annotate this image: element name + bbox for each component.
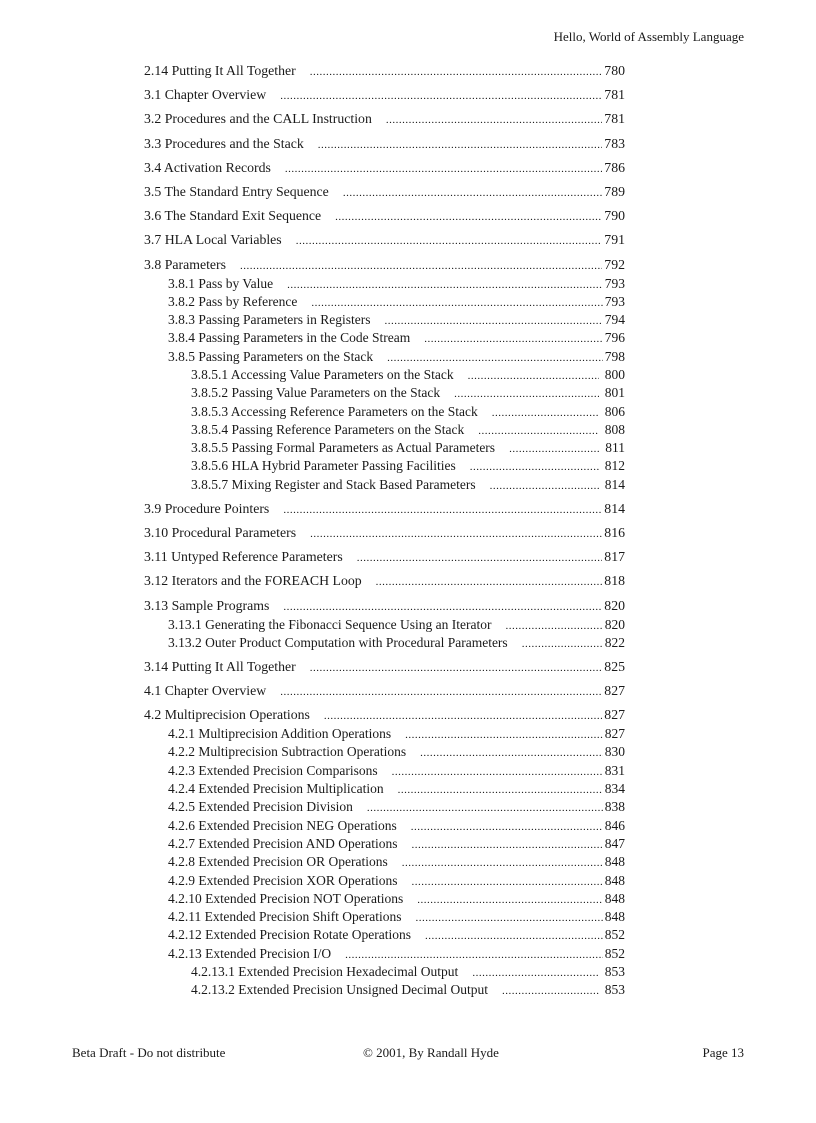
toc-entry-page: 847 [604,835,625,851]
toc-entry-page: 791 [604,232,625,248]
toc-entry[interactable] [144,403,625,421]
toc-entry[interactable] [144,570,625,594]
toc-entry[interactable] [144,366,625,384]
toc-entry-page: 817 [604,549,625,565]
toc-entry-page: 831 [604,762,625,778]
toc-dot-leader [509,440,599,457]
toc-entry-title: 3.4 Activation Records [144,159,271,175]
toc-entry-page: 816 [604,524,625,540]
toc-entry[interactable] [144,329,625,347]
toc-entry[interactable] [144,275,625,293]
toc-entry[interactable] [144,498,625,522]
toc-entry[interactable] [144,680,625,704]
toc-dot-leader [425,927,603,944]
toc-entry[interactable] [144,835,625,853]
running-header: Hello, World of Assembly Language [553,29,744,44]
toc-entry-title: 3.13.1 Generating the Fibonacci Sequence Using an Iterator [168,616,492,632]
toc-entry-page: 825 [604,658,625,674]
toc-entry-title: 4.2.11 Extended Precision Shift Operations [168,909,402,925]
toc-entry[interactable] [144,229,625,253]
toc-dot-leader [310,61,603,83]
toc-entry[interactable] [144,439,625,457]
toc-entry-title: 3.8.5.3 Accessing Reference Parameters on the Stack [191,403,478,419]
toc-entry[interactable] [144,84,625,108]
toc-entry-title: 3.8.5.2 Passing Value Parameters on the Stack [191,385,441,401]
toc-entry-title: 3.8.3 Passing Parameters in Registers [168,312,371,328]
toc-entry-page: 827 [604,683,625,698]
toc-entry-page: 820 [604,597,625,613]
toc-entry-page: 818 [604,573,625,589]
toc-entry-title: 3.5 The Standard Entry Sequence [144,183,329,199]
toc-entry-title: 3.8.2 Pass by Reference [168,293,298,309]
toc-entry-title: 3.8.5.6 HLA Hybrid Parameter Passing Facilities [191,458,456,474]
toc-entry-title: 4.2.9 Extended Precision XOR Operations [168,872,398,888]
toc-entry-title: 4.2.13 Extended Precision I/O [168,945,332,961]
toc-dot-leader [411,818,603,835]
toc-entry[interactable] [144,595,625,616]
toc-entry-page: 793 [604,275,625,291]
toc-dot-leader [240,255,602,275]
toc-entry[interactable] [144,181,625,205]
toc-entry-page: 808 [604,421,625,437]
table-of-contents [144,60,625,1000]
toc-entry[interactable] [144,743,625,761]
toc-entry-title: 4.2.1 Multiprecision Addition Operations [168,726,392,742]
toc-entry-page: 853 [604,964,625,980]
toc-dot-leader [490,477,599,495]
toc-entry-page: 846 [604,817,625,833]
toc-entry[interactable] [144,656,625,680]
toc-dot-leader [367,799,603,816]
toc-entry-page: 852 [604,945,625,961]
toc-dot-leader [283,499,602,521]
toc-entry-page: 781 [604,87,625,103]
toc-entry[interactable] [144,926,625,944]
toc-dot-leader [472,964,598,981]
toc-entry-page: 792 [604,256,625,272]
toc-entry-page: 838 [604,799,625,815]
toc-entry-title: 3.8.5.1 Accessing Value Parameters on the Stack [191,366,454,382]
toc-entry[interactable] [144,522,625,546]
toc-entry[interactable] [144,133,625,157]
toc-entry-page: 801 [604,385,625,401]
toc-entry-title: 3.12 Iterators and the FOREACH Loop [144,573,362,589]
toc-dot-leader [398,781,603,798]
toc-entry-title: 2.14 Putting It All Together [144,63,296,78]
toc-entry[interactable] [144,616,625,634]
toc-dot-leader [405,726,603,743]
toc-entry[interactable] [144,798,625,816]
toc-entry[interactable] [144,981,625,999]
footer-distribution-note: Beta Draft - Do not distribute [72,1045,226,1060]
toc-dot-leader [376,571,603,593]
toc-entry[interactable] [144,546,625,570]
toc-dot-leader [502,982,599,999]
toc-entry-page: 783 [604,135,625,151]
toc-dot-leader [478,422,598,439]
toc-entry[interactable] [144,725,625,743]
toc-dot-leader [343,182,602,204]
toc-dot-leader [345,946,603,963]
toc-dot-leader [470,458,599,475]
toc-entry-page: 780 [604,63,625,78]
toc-entry-page: 830 [604,744,625,760]
toc-dot-leader [296,230,603,252]
toc-entry-title: 3.8.5.5 Passing Formal Parameters as Actual Parameters [191,440,496,456]
toc-dot-leader [424,330,603,347]
toc-entry-page: 822 [604,634,625,650]
toc-entry-page: 848 [604,909,625,925]
running-footer [72,1045,744,1061]
toc-entry-title: 4.2 Multiprecision Operations [144,707,310,723]
toc-entry[interactable] [144,311,625,329]
toc-dot-leader [392,763,603,780]
toc-entry-title: 3.2 Procedures and the CALL Instruction [144,111,372,127]
toc-entry-title: 4.2.7 Extended Precision AND Operations [168,835,398,851]
toc-entry[interactable] [144,457,625,475]
toc-entry-title: 4.2.4 Extended Precision Multiplication [168,781,384,797]
toc-entry-page: 789 [604,183,625,199]
toc-entry[interactable] [144,108,625,132]
toc-dot-leader [506,617,603,634]
toc-dot-leader [384,312,602,329]
toc-entry-title: 3.8 Parameters [144,256,226,272]
toc-dot-leader [287,276,603,293]
toc-entry-title: 3.13.2 Outer Product Computation with Procedural Parameters [168,634,508,650]
toc-dot-leader [324,705,602,725]
toc-entry-page: 814 [604,500,625,516]
toc-entry-page: 790 [604,208,625,224]
toc-dot-leader [417,891,603,908]
toc-entry-page: 796 [604,330,625,346]
toc-entry-page: 827 [604,707,625,723]
toc-entry-page: 848 [604,890,625,906]
toc-dot-leader [468,367,599,384]
toc-entry-page: 827 [604,726,625,742]
toc-entry[interactable] [144,634,625,656]
toc-entry[interactable] [144,872,625,890]
toc-entry-title: 4.2.8 Extended Precision OR Operations [168,854,388,870]
toc-entry-page: 814 [604,476,625,492]
toc-entry-title: 3.8.5.7 Mixing Register and Stack Based Parameters [191,476,476,492]
toc-entry[interactable] [144,890,625,908]
footer-copyright: © 2001, By Randall Hyde [363,1045,499,1060]
toc-entry-title: 3.3 Procedures and the Stack [144,135,304,151]
toc-dot-leader [402,854,603,871]
toc-entry-title: 3.8.5 Passing Parameters on the Stack [168,348,374,364]
toc-entry-title: 3.6 The Standard Exit Sequence [144,208,322,224]
toc-entry-page: 820 [604,616,625,632]
toc-entry[interactable] [144,817,625,835]
toc-entry-page: 834 [604,781,625,797]
toc-entry-title: 4.2.12 Extended Precision Rotate Operations [168,927,411,943]
toc-dot-leader [335,206,602,228]
toc-entry-title: 3.7 HLA Local Variables [144,232,282,248]
toc-dot-leader [387,349,603,366]
footer-page-number: Page 13 [702,1045,744,1060]
toc-dot-leader [310,523,602,545]
toc-entry[interactable] [144,853,625,871]
toc-dot-leader [411,836,602,853]
toc-dot-leader [454,385,599,402]
toc-entry[interactable] [144,704,625,725]
toc-entry-page: 812 [604,458,625,474]
toc-dot-leader [522,635,603,653]
toc-entry-page: 848 [604,872,625,888]
toc-entry-page: 798 [604,348,625,364]
toc-dot-leader [310,657,603,679]
toc-entry-page: 786 [604,159,625,175]
toc-entry-page: 852 [604,927,625,943]
toc-entry[interactable] [144,908,625,926]
toc-entry[interactable] [144,348,625,366]
toc-entry-title: 3.10 Procedural Parameters [144,524,297,540]
toc-entry-page: 848 [604,854,625,870]
toc-dot-leader [285,158,602,180]
toc-entry[interactable] [144,762,625,780]
toc-entry-title: 4.2.13.1 Extended Precision Hexadecimal Output [191,964,459,980]
toc-entry-page: 800 [604,366,625,382]
toc-dot-leader [415,909,602,926]
toc-entry-title: 4.2.6 Extended Precision NEG Operations [168,817,397,833]
toc-entry-title: 3.9 Procedure Pointers [144,500,270,516]
toc-entry[interactable] [144,254,625,275]
toc-entry-page: 811 [605,440,625,456]
toc-entry-title: 4.1 Chapter Overview [144,683,267,698]
toc-entry-title: 3.1 Chapter Overview [144,87,267,103]
toc-entry[interactable] [144,205,625,229]
toc-entry-title: 3.8.4 Passing Parameters in the Code Stream [168,330,411,346]
toc-entry-title: 4.2.10 Extended Precision NOT Operations [168,890,404,906]
toc-entry[interactable] [144,384,625,402]
toc-dot-leader [280,681,602,703]
toc-dot-leader [311,294,602,311]
toc-entry-page: 793 [604,293,625,309]
toc-entry-page: 806 [604,403,625,419]
toc-entry[interactable] [144,293,625,311]
toc-entry[interactable] [144,60,625,84]
toc-entry[interactable] [144,421,625,439]
toc-dot-leader [283,596,602,616]
toc-entry-title: 3.8.5.4 Passing Reference Parameters on the Stack [191,421,465,437]
toc-entry-title: 3.8.1 Pass by Value [168,275,274,291]
toc-entry[interactable] [144,945,625,963]
toc-entry[interactable] [144,476,625,498]
toc-entry-title: 4.2.2 Multiprecision Subtraction Operations [168,744,407,760]
toc-entry-title: 3.13 Sample Programs [144,597,270,613]
toc-entry-page: 853 [604,982,625,998]
toc-dot-leader [318,134,603,156]
toc-entry[interactable] [144,157,625,181]
toc-dot-leader [357,547,603,569]
toc-entry-title: 4.2.13.2 Extended Precision Unsigned Decimal Output [191,982,488,998]
toc-entry-title: 4.2.3 Extended Precision Comparisons [168,762,378,778]
toc-dot-leader [280,85,602,107]
toc-dot-leader [411,873,602,890]
toc-entry[interactable] [144,963,625,981]
toc-entry-page: 781 [604,111,625,127]
toc-entry-title: 3.14 Putting It All Together [144,658,296,674]
toc-dot-leader [420,744,603,761]
toc-dot-leader [492,404,599,421]
toc-entry-title: 4.2.5 Extended Precision Division [168,799,353,815]
toc-entry[interactable] [144,780,625,798]
toc-entry-title: 3.11 Untyped Reference Parameters [144,549,343,565]
toc-dot-leader [386,109,602,131]
toc-entry-page: 794 [604,312,625,328]
